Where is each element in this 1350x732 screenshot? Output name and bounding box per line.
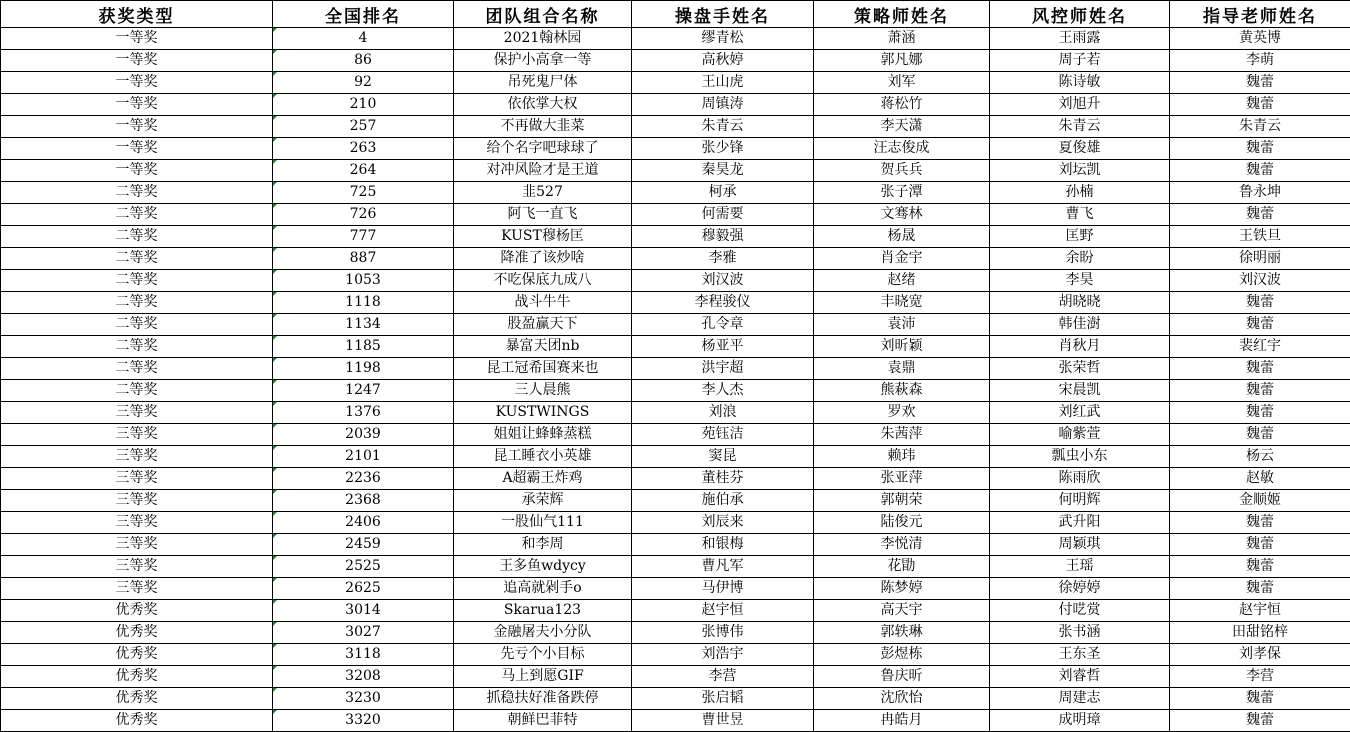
trader-name-cell[interactable]: 孔令章 <box>632 314 814 336</box>
trader-name-cell[interactable]: 秦昊龙 <box>632 160 814 182</box>
advisor-name-cell[interactable]: 魏蕾 <box>1170 512 1350 534</box>
trader-name-cell[interactable]: 曹世昱 <box>632 710 814 732</box>
table-row <box>1 534 1350 556</box>
national-rank-cell[interactable]: 3230 <box>273 688 454 710</box>
trader-name-cell[interactable]: 王山虎 <box>632 72 814 94</box>
team-name-cell[interactable]: 王多鱼wdycy <box>454 556 632 578</box>
risk-controller-name-cell[interactable]: 张荣哲 <box>990 358 1170 380</box>
team-name-cell[interactable]: 马上到愿GIF <box>454 666 632 688</box>
advisor-name-cell[interactable]: 李营 <box>1170 666 1350 688</box>
team-name-cell[interactable]: 不再做大韭菜 <box>454 116 632 138</box>
award-type-cell[interactable]: 一等奖 <box>1 138 273 160</box>
team-name-cell[interactable]: 依依掌大权 <box>454 94 632 116</box>
risk-controller-name-cell[interactable]: 周子若 <box>990 50 1170 72</box>
national-rank-cell[interactable]: 1185 <box>273 336 454 358</box>
strategist-name-cell[interactable]: 陆俊元 <box>814 512 990 534</box>
team-name-cell[interactable]: A超霸王炸鸡 <box>454 468 632 490</box>
award-type-cell[interactable]: 二等奖 <box>1 380 273 402</box>
national-rank-cell[interactable]: 1053 <box>273 270 454 292</box>
advisor-name-cell[interactable]: 魏蕾 <box>1170 94 1350 116</box>
table-row <box>1 226 1350 248</box>
trader-name-cell[interactable]: 李雅 <box>632 248 814 270</box>
risk-controller-name-header[interactable]: 风控师姓名 <box>990 1 1170 28</box>
award-type-cell[interactable]: 一等奖 <box>1 116 273 138</box>
strategist-name-cell[interactable]: 杨晟 <box>814 226 990 248</box>
team-name-cell[interactable]: 阿飞一直飞 <box>454 204 632 226</box>
strategist-name-cell[interactable]: 丰晓宽 <box>814 292 990 314</box>
table-row <box>1 402 1350 424</box>
national-rank-cell[interactable]: 3118 <box>273 644 454 666</box>
table-row <box>1 248 1350 270</box>
trader-name-cell[interactable]: 董桂芬 <box>632 468 814 490</box>
risk-controller-name-cell[interactable]: 匡野 <box>990 226 1170 248</box>
strategist-name-cell[interactable]: 刘昕颖 <box>814 336 990 358</box>
advisor-name-cell[interactable]: 魏蕾 <box>1170 314 1350 336</box>
risk-controller-name-cell[interactable]: 喻紫萱 <box>990 424 1170 446</box>
trader-name-header[interactable]: 操盘手姓名 <box>632 1 814 28</box>
award-type-cell[interactable]: 三等奖 <box>1 556 273 578</box>
national-rank-cell[interactable]: 1247 <box>273 380 454 402</box>
team-name-cell[interactable]: 一股仙气111 <box>454 512 632 534</box>
trader-name-cell[interactable]: 窦昆 <box>632 446 814 468</box>
award-type-cell[interactable]: 二等奖 <box>1 270 273 292</box>
strategist-name-header[interactable]: 策略师姓名 <box>814 1 990 28</box>
national-rank-cell[interactable]: 2459 <box>273 534 454 556</box>
trader-name-cell[interactable]: 柯承 <box>632 182 814 204</box>
team-name-cell[interactable]: 暴富天团nb <box>454 336 632 358</box>
trader-name-cell[interactable]: 张启韬 <box>632 688 814 710</box>
team-name-cell[interactable]: 降准了该炒啥 <box>454 248 632 270</box>
team-name-cell[interactable]: 三人晨熊 <box>454 380 632 402</box>
trader-name-cell[interactable]: 李营 <box>632 666 814 688</box>
risk-controller-name-cell[interactable]: 朱青云 <box>990 116 1170 138</box>
risk-controller-name-cell[interactable]: 韩佳澍 <box>990 314 1170 336</box>
national-rank-cell[interactable]: 4 <box>273 28 454 50</box>
team-name-cell[interactable]: 金融屠夫小分队 <box>454 622 632 644</box>
team-name-cell[interactable]: 股盈赢天下 <box>454 314 632 336</box>
strategist-name-cell[interactable]: 赖玮 <box>814 446 990 468</box>
trader-name-cell[interactable]: 洪宇超 <box>632 358 814 380</box>
team-name-cell[interactable]: 韭527 <box>454 182 632 204</box>
advisor-name-cell[interactable]: 刘孝保 <box>1170 644 1350 666</box>
national-rank-cell[interactable]: 3027 <box>273 622 454 644</box>
trader-name-cell[interactable]: 张少锋 <box>632 138 814 160</box>
award-type-cell[interactable]: 一等奖 <box>1 28 273 50</box>
table-body <box>1 28 1350 732</box>
award-type-cell[interactable]: 优秀奖 <box>1 688 273 710</box>
award-type-cell[interactable]: 二等奖 <box>1 358 273 380</box>
table-row <box>1 138 1350 160</box>
trader-name-cell[interactable]: 施伯承 <box>632 490 814 512</box>
table-row <box>1 710 1350 732</box>
table-row <box>1 50 1350 72</box>
table-row <box>1 490 1350 512</box>
strategist-name-cell[interactable]: 冉皓月 <box>814 710 990 732</box>
risk-controller-name-cell[interactable]: 余盼 <box>990 248 1170 270</box>
risk-controller-name-cell[interactable]: 刘红武 <box>990 402 1170 424</box>
team-name-cell[interactable]: 给个名字吧球球了 <box>454 138 632 160</box>
trader-name-cell[interactable]: 赵宇恒 <box>632 600 814 622</box>
risk-controller-name-cell[interactable]: 肖秋月 <box>990 336 1170 358</box>
national-rank-cell[interactable]: 257 <box>273 116 454 138</box>
team-name-cell[interactable]: 昆工冠希国赛来也 <box>454 358 632 380</box>
table-row <box>1 270 1350 292</box>
strategist-name-cell[interactable]: 郭轶琳 <box>814 622 990 644</box>
award-type-cell[interactable]: 一等奖 <box>1 94 273 116</box>
national-rank-cell[interactable]: 726 <box>273 204 454 226</box>
advisor-name-cell[interactable]: 裴红宇 <box>1170 336 1350 358</box>
trader-name-cell[interactable]: 苑钰洁 <box>632 424 814 446</box>
trader-name-cell[interactable]: 李程骏仪 <box>632 292 814 314</box>
strategist-name-cell[interactable]: 汪志俊成 <box>814 138 990 160</box>
advisor-name-cell[interactable]: 魏蕾 <box>1170 402 1350 424</box>
advisor-name-cell[interactable]: 赵敏 <box>1170 468 1350 490</box>
award-type-cell[interactable]: 二等奖 <box>1 204 273 226</box>
table-row <box>1 204 1350 226</box>
risk-controller-name-cell[interactable]: 王雨露 <box>990 28 1170 50</box>
award-type-cell[interactable]: 一等奖 <box>1 72 273 94</box>
team-name-header[interactable]: 团队组合名称 <box>454 1 632 28</box>
table-row <box>1 446 1350 468</box>
strategist-name-cell[interactable]: 文骞林 <box>814 204 990 226</box>
table-row <box>1 160 1350 182</box>
national-rank-cell[interactable]: 2368 <box>273 490 454 512</box>
risk-controller-name-cell[interactable]: 刘坛凯 <box>990 160 1170 182</box>
advisor-name-cell[interactable]: 魏蕾 <box>1170 578 1350 600</box>
national-rank-cell[interactable]: 1198 <box>273 358 454 380</box>
national-rank-cell[interactable]: 887 <box>273 248 454 270</box>
team-name-cell[interactable]: KUST穆杨匡 <box>454 226 632 248</box>
strategist-name-cell[interactable]: 高天宇 <box>814 600 990 622</box>
advisor-name-cell[interactable]: 杨云 <box>1170 446 1350 468</box>
award-type-cell[interactable]: 三等奖 <box>1 578 273 600</box>
award-type-cell[interactable]: 优秀奖 <box>1 600 273 622</box>
strategist-name-cell[interactable]: 肖金宇 <box>814 248 990 270</box>
table-row <box>1 644 1350 666</box>
table-row <box>1 468 1350 490</box>
strategist-name-cell[interactable]: 张子潭 <box>814 182 990 204</box>
trader-name-cell[interactable]: 周镇涛 <box>632 94 814 116</box>
strategist-name-cell[interactable]: 熊萩森 <box>814 380 990 402</box>
risk-controller-name-cell[interactable]: 刘旭升 <box>990 94 1170 116</box>
risk-controller-name-cell[interactable]: 曹飞 <box>990 204 1170 226</box>
risk-controller-name-cell[interactable]: 成明璋 <box>990 710 1170 732</box>
risk-controller-name-cell[interactable]: 徐婷婷 <box>990 578 1170 600</box>
team-name-cell[interactable]: Skarua123 <box>454 600 632 622</box>
award-type-cell[interactable]: 三等奖 <box>1 446 273 468</box>
award-type-cell[interactable]: 二等奖 <box>1 314 273 336</box>
national-rank-cell[interactable]: 263 <box>273 138 454 160</box>
risk-controller-name-cell[interactable]: 武升阳 <box>990 512 1170 534</box>
national-rank-cell[interactable]: 92 <box>273 72 454 94</box>
advisor-name-cell[interactable]: 王铁旦 <box>1170 226 1350 248</box>
trader-name-cell[interactable]: 刘浩宇 <box>632 644 814 666</box>
strategist-name-cell[interactable]: 贺兵兵 <box>814 160 990 182</box>
award-type-cell[interactable]: 优秀奖 <box>1 622 273 644</box>
strategist-name-cell[interactable]: 张亚萍 <box>814 468 990 490</box>
award-type-cell[interactable]: 二等奖 <box>1 248 273 270</box>
trader-name-cell[interactable]: 朱青云 <box>632 116 814 138</box>
risk-controller-name-cell[interactable]: 陈雨欣 <box>990 468 1170 490</box>
award-type-cell[interactable]: 三等奖 <box>1 402 273 424</box>
strategist-name-cell[interactable]: 李天潇 <box>814 116 990 138</box>
national-rank-cell[interactable]: 3320 <box>273 710 454 732</box>
trader-name-cell[interactable]: 刘汉波 <box>632 270 814 292</box>
trader-name-cell[interactable]: 杨亚平 <box>632 336 814 358</box>
strategist-name-cell[interactable]: 萧涵 <box>814 28 990 50</box>
team-name-cell[interactable]: 对冲风险才是王道 <box>454 160 632 182</box>
advisor-name-cell[interactable]: 李萌 <box>1170 50 1350 72</box>
trader-name-cell[interactable]: 刘辰来 <box>632 512 814 534</box>
national-rank-cell[interactable]: 1134 <box>273 314 454 336</box>
strategist-name-cell[interactable]: 彭煜栋 <box>814 644 990 666</box>
header-row <box>1 1 1350 28</box>
team-name-cell[interactable]: 姐姐让蜂蜂蒸糕 <box>454 424 632 446</box>
risk-controller-name-cell[interactable]: 何明辉 <box>990 490 1170 512</box>
national-rank-cell[interactable]: 1376 <box>273 402 454 424</box>
strategist-name-cell[interactable]: 郭凡娜 <box>814 50 990 72</box>
risk-controller-name-cell[interactable]: 宋晨凯 <box>990 380 1170 402</box>
national-rank-cell[interactable]: 2101 <box>273 446 454 468</box>
table-row <box>1 182 1350 204</box>
advisor-name-cell[interactable]: 魏蕾 <box>1170 688 1350 710</box>
trader-name-cell[interactable]: 刘浪 <box>632 402 814 424</box>
risk-controller-name-cell[interactable]: 王瑶 <box>990 556 1170 578</box>
risk-controller-name-cell[interactable]: 刘睿哲 <box>990 666 1170 688</box>
award-type-cell[interactable]: 二等奖 <box>1 182 273 204</box>
advisor-name-cell[interactable]: 魏蕾 <box>1170 556 1350 578</box>
advisor-name-cell[interactable]: 魏蕾 <box>1170 534 1350 556</box>
team-name-cell[interactable]: 追高就剁手o <box>454 578 632 600</box>
advisor-name-cell[interactable]: 魏蕾 <box>1170 424 1350 446</box>
strategist-name-cell[interactable]: 郭朝荣 <box>814 490 990 512</box>
table-row <box>1 688 1350 710</box>
table-row <box>1 600 1350 622</box>
advisor-name-cell[interactable]: 魏蕾 <box>1170 160 1350 182</box>
strategist-name-cell[interactable]: 沈欣怡 <box>814 688 990 710</box>
strategist-name-cell[interactable]: 陈梦婷 <box>814 578 990 600</box>
table-row <box>1 116 1350 138</box>
advisor-name-cell[interactable]: 田甜铭梓 <box>1170 622 1350 644</box>
advisor-name-cell[interactable]: 魏蕾 <box>1170 292 1350 314</box>
table-row <box>1 512 1350 534</box>
team-name-cell[interactable]: 抓稳扶好准备跌停 <box>454 688 632 710</box>
award-type-cell[interactable]: 三等奖 <box>1 534 273 556</box>
advisor-name-cell[interactable]: 金顺姬 <box>1170 490 1350 512</box>
award-type-cell[interactable]: 优秀奖 <box>1 666 273 688</box>
table-row <box>1 380 1350 402</box>
strategist-name-cell[interactable]: 刘军 <box>814 72 990 94</box>
trader-name-cell[interactable]: 曹凡军 <box>632 556 814 578</box>
team-name-cell[interactable]: 保护小高拿一等 <box>454 50 632 72</box>
risk-controller-name-cell[interactable]: 付呓赏 <box>990 600 1170 622</box>
table-row <box>1 94 1350 116</box>
advisor-name-cell[interactable]: 魏蕾 <box>1170 710 1350 732</box>
risk-controller-name-cell[interactable]: 孙楠 <box>990 182 1170 204</box>
team-name-cell[interactable]: 吊死鬼尸体 <box>454 72 632 94</box>
risk-controller-name-cell[interactable]: 夏俊雄 <box>990 138 1170 160</box>
trader-name-cell[interactable]: 张博伟 <box>632 622 814 644</box>
award-type-cell[interactable]: 一等奖 <box>1 50 273 72</box>
team-name-cell[interactable]: 2021翰林园 <box>454 28 632 50</box>
table-row <box>1 578 1350 600</box>
national-rank-cell[interactable]: 2625 <box>273 578 454 600</box>
strategist-name-cell[interactable]: 赵绪 <box>814 270 990 292</box>
table-row <box>1 556 1350 578</box>
table-row <box>1 622 1350 644</box>
team-name-cell[interactable]: 和李周 <box>454 534 632 556</box>
trader-name-cell[interactable]: 和银梅 <box>632 534 814 556</box>
advisor-name-cell[interactable]: 魏蕾 <box>1170 72 1350 94</box>
advisor-name-cell[interactable]: 赵宇恒 <box>1170 600 1350 622</box>
national-rank-cell[interactable]: 86 <box>273 50 454 72</box>
advisor-name-cell[interactable]: 魏蕾 <box>1170 358 1350 380</box>
risk-controller-name-cell[interactable]: 李昊 <box>990 270 1170 292</box>
advisor-name-header[interactable]: 指导老师姓名 <box>1170 1 1350 28</box>
team-name-cell[interactable]: KUSTWINGS <box>454 402 632 424</box>
national-rank-cell[interactable]: 3208 <box>273 666 454 688</box>
table-row <box>1 336 1350 358</box>
national-rank-cell[interactable]: 2236 <box>273 468 454 490</box>
award-type-cell[interactable]: 二等奖 <box>1 336 273 358</box>
trader-name-cell[interactable]: 马伊博 <box>632 578 814 600</box>
strategist-name-cell[interactable]: 鲁庆昕 <box>814 666 990 688</box>
table-row <box>1 28 1350 50</box>
award-type-cell[interactable]: 优秀奖 <box>1 710 273 732</box>
strategist-name-cell[interactable]: 花勖 <box>814 556 990 578</box>
table-row <box>1 358 1350 380</box>
national-rank-cell[interactable]: 1118 <box>273 292 454 314</box>
team-name-cell[interactable]: 昆工睡衣小英雄 <box>454 446 632 468</box>
table-row <box>1 666 1350 688</box>
national-rank-cell[interactable]: 3014 <box>273 600 454 622</box>
strategist-name-cell[interactable]: 蒋松竹 <box>814 94 990 116</box>
strategist-name-cell[interactable]: 李悦清 <box>814 534 990 556</box>
team-name-cell[interactable]: 不吃保底九成八 <box>454 270 632 292</box>
team-name-cell[interactable]: 先亏个小目标 <box>454 644 632 666</box>
award-type-cell[interactable]: 三等奖 <box>1 512 273 534</box>
strategist-name-cell[interactable]: 袁鼎 <box>814 358 990 380</box>
award-type-cell[interactable]: 一等奖 <box>1 160 273 182</box>
trader-name-cell[interactable]: 高秋婷 <box>632 50 814 72</box>
trader-name-cell[interactable]: 李人杰 <box>632 380 814 402</box>
table-row <box>1 292 1350 314</box>
award-type-header[interactable]: 获奖类型 <box>1 1 273 28</box>
award-type-cell[interactable]: 优秀奖 <box>1 644 273 666</box>
team-name-cell[interactable]: 战斗牛牛 <box>454 292 632 314</box>
national-rank-cell[interactable]: 2039 <box>273 424 454 446</box>
table-row <box>1 424 1350 446</box>
table-row <box>1 314 1350 336</box>
risk-controller-name-cell[interactable]: 胡晓晓 <box>990 292 1170 314</box>
national-rank-cell[interactable]: 2406 <box>273 512 454 534</box>
strategist-name-cell[interactable]: 朱茜萍 <box>814 424 990 446</box>
national-rank-cell[interactable]: 264 <box>273 160 454 182</box>
award-type-cell[interactable]: 三等奖 <box>1 490 273 512</box>
national-rank-cell[interactable]: 725 <box>273 182 454 204</box>
award-type-cell[interactable]: 二等奖 <box>1 292 273 314</box>
award-type-cell[interactable]: 三等奖 <box>1 424 273 446</box>
risk-controller-name-cell[interactable]: 周建志 <box>990 688 1170 710</box>
strategist-name-cell[interactable]: 罗欢 <box>814 402 990 424</box>
advisor-name-cell[interactable]: 徐明丽 <box>1170 248 1350 270</box>
risk-controller-name-cell[interactable]: 陈诗敏 <box>990 72 1170 94</box>
advisor-name-cell[interactable]: 鲁永坤 <box>1170 182 1350 204</box>
advisor-name-cell[interactable]: 魏蕾 <box>1170 138 1350 160</box>
national-rank-header[interactable]: 全国排名 <box>273 1 454 28</box>
advisor-name-cell[interactable]: 刘汉波 <box>1170 270 1350 292</box>
advisor-name-cell[interactable]: 魏蕾 <box>1170 204 1350 226</box>
advisor-name-cell[interactable]: 黄英博 <box>1170 28 1350 50</box>
advisor-name-cell[interactable]: 魏蕾 <box>1170 380 1350 402</box>
team-name-cell[interactable]: 朝鲜巴菲特 <box>454 710 632 732</box>
risk-controller-name-cell[interactable]: 张书涵 <box>990 622 1170 644</box>
trader-name-cell[interactable]: 穆毅强 <box>632 226 814 248</box>
national-rank-cell[interactable]: 2525 <box>273 556 454 578</box>
advisor-name-cell[interactable]: 朱青云 <box>1170 116 1350 138</box>
strategist-name-cell[interactable]: 袁沛 <box>814 314 990 336</box>
trader-name-cell[interactable]: 何需要 <box>632 204 814 226</box>
risk-controller-name-cell[interactable]: 王东圣 <box>990 644 1170 666</box>
team-name-cell[interactable]: 承荣辉 <box>454 490 632 512</box>
risk-controller-name-cell[interactable]: 瓢虫小东 <box>990 446 1170 468</box>
national-rank-cell[interactable]: 777 <box>273 226 454 248</box>
award-type-cell[interactable]: 三等奖 <box>1 468 273 490</box>
risk-controller-name-cell[interactable]: 周颖琪 <box>990 534 1170 556</box>
award-type-cell[interactable]: 二等奖 <box>1 226 273 248</box>
trader-name-cell[interactable]: 缪青松 <box>632 28 814 50</box>
table-row <box>1 72 1350 94</box>
national-rank-cell[interactable]: 210 <box>273 94 454 116</box>
